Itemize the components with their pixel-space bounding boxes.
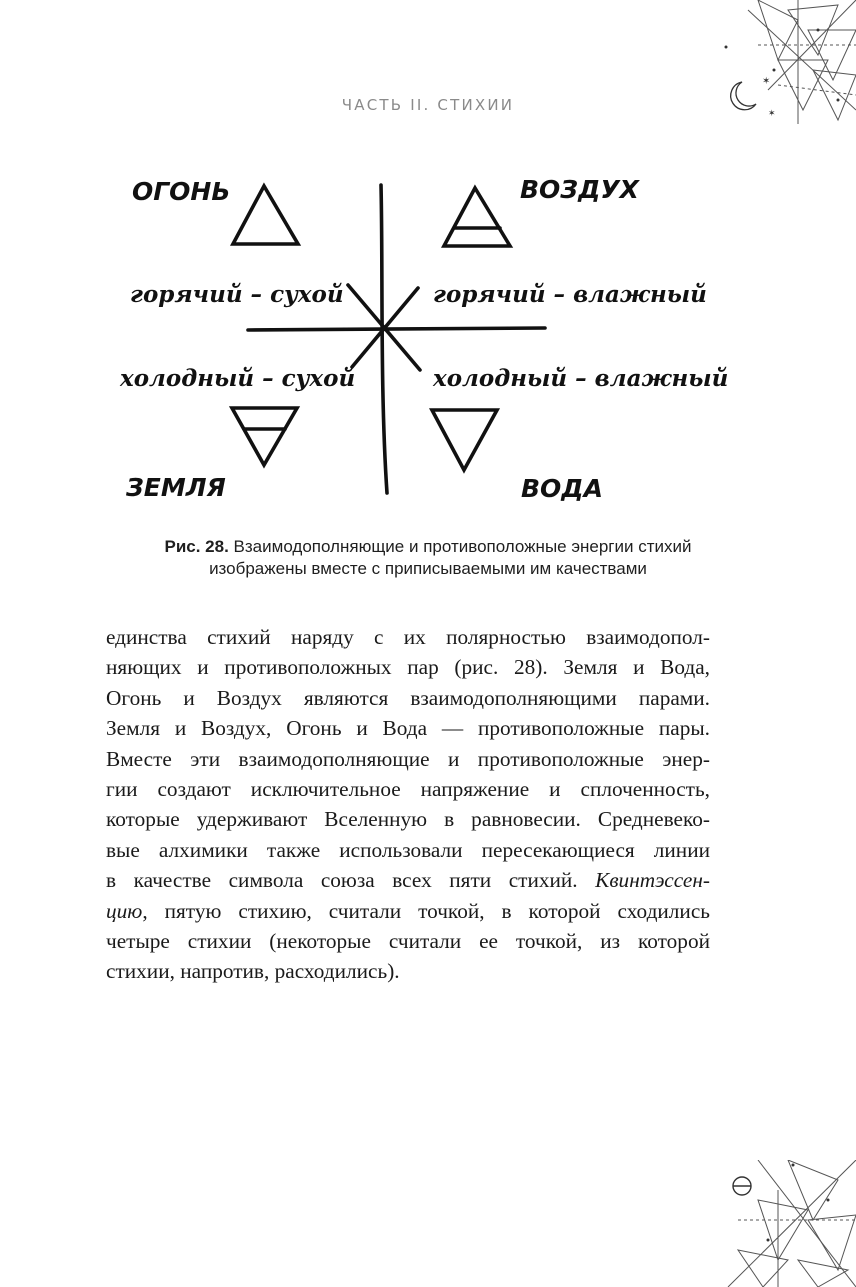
label-hot-dry: горячий – сухой xyxy=(130,281,344,308)
text-line: Вместе эти взаимодополняющие и противоположные энер- xyxy=(106,746,710,771)
text-line: Земля и Воздух, Огонь и Вода — противоположные пары. xyxy=(106,716,710,741)
text-line: няющих и противоположных пар (рис. 28). Земля и Вода, xyxy=(106,655,710,680)
body-paragraph xyxy=(106,622,710,987)
svg-text:✶: ✶ xyxy=(768,109,776,119)
text-segment: в качестве символа союза всех пяти стихий. xyxy=(106,868,578,893)
label-cold-wet: холодный – влажный xyxy=(433,365,729,392)
text-line: вые алхимики также использовали пересекающиеся линии xyxy=(106,837,710,862)
label-earth: ЗЕМЛЯ xyxy=(126,473,226,502)
horizontal-axis xyxy=(248,328,545,330)
crescent-moon-icon xyxy=(731,82,756,110)
caption-line-1: Взаимодополняющие и противоположные энергии стихий xyxy=(233,537,692,556)
text-line: единства стихий наряду с их полярностью взаимодопол- xyxy=(106,625,710,649)
italic-term: цию xyxy=(106,898,143,923)
caption-line-2: изображены вместе с приписываемыми им качествами xyxy=(209,559,647,578)
label-hot-wet: горячий – влажный xyxy=(433,281,707,308)
svg-text:✶: ✶ xyxy=(762,76,771,87)
label-cold-dry: холодный – сухой xyxy=(120,365,356,392)
text-line: гии создают исключительное напряжение и сплоченность, xyxy=(106,777,710,802)
geometric-ornament-bottom xyxy=(718,1160,856,1287)
label-water: ВОДА xyxy=(521,474,603,503)
figure-caption xyxy=(110,536,746,580)
water-symbol-icon xyxy=(432,410,497,470)
vertical-axis xyxy=(381,185,387,493)
caption-prefix: Рис. 28. xyxy=(164,537,229,556)
label-air: ВОЗДУХ xyxy=(520,175,639,204)
earth-symbol-icon xyxy=(733,1177,751,1195)
text-line: которые удерживают Вселенную в равновесии. Средневеко- xyxy=(106,807,710,832)
text-line xyxy=(106,865,710,895)
running-head: ЧАСТЬ II. СТИХИИ xyxy=(341,96,515,114)
text-line: Огонь и Воздух являются взаимодополняющими парами. xyxy=(106,685,710,710)
text-segment: , пятую стихию, считали точкой, в которой сходились xyxy=(142,898,710,923)
italic-term: Квинтэссен- xyxy=(595,868,710,893)
air-symbol-icon xyxy=(444,188,510,246)
fire-symbol-icon xyxy=(233,186,298,244)
text-line xyxy=(106,896,710,926)
geometric-ornament-top xyxy=(718,0,856,124)
text-line: стихии, напротив, расходились). xyxy=(106,959,400,984)
label-fire: ОГОНЬ xyxy=(132,177,231,206)
earth-symbol-icon-diagram xyxy=(232,408,297,465)
text-line: четыре стихии (некоторые считали ее точкой, из которой xyxy=(106,929,710,954)
elements-diagram xyxy=(100,160,760,510)
